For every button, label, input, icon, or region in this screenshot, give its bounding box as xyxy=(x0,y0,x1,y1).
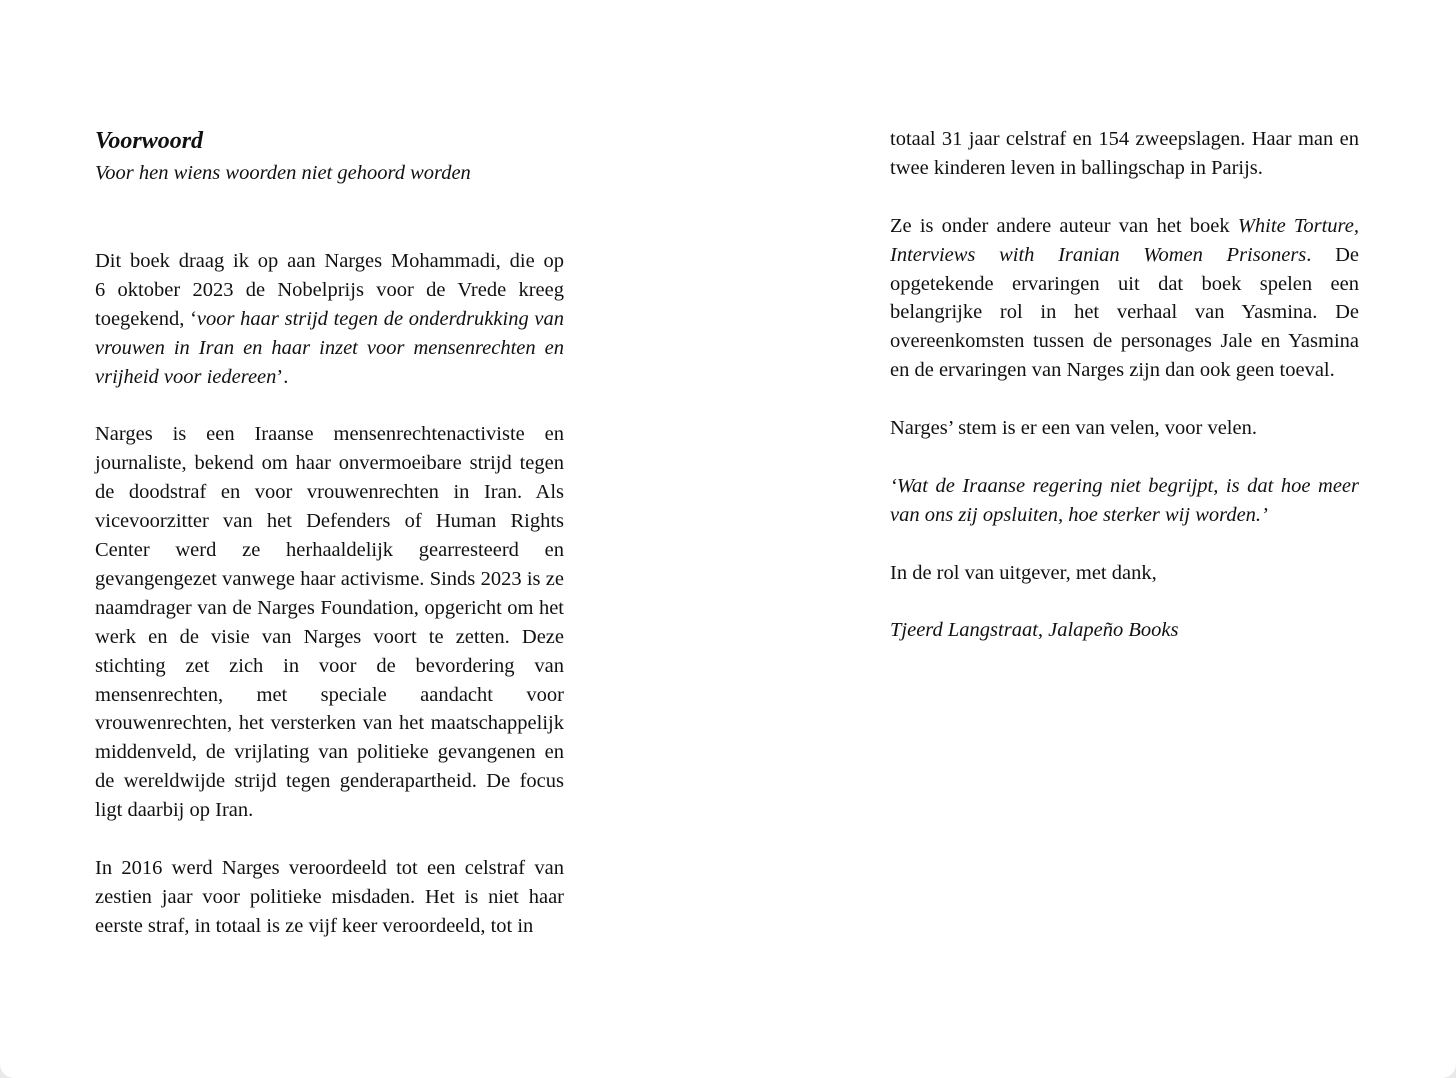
left-text-column xyxy=(95,247,564,970)
closing-line: In de rol van uitgever, met dank, xyxy=(890,561,1157,584)
dedication-text-start: Dit boek draag ik op aan Narges Mohammadi, die op xyxy=(95,250,564,272)
chapter-heading xyxy=(95,124,615,188)
author-paragraph xyxy=(890,212,1359,385)
chapter-title: Voorwoord xyxy=(95,128,204,154)
voice-paragraph: Narges’ stem is er een van velen, voor velen. xyxy=(890,417,1257,440)
book-title: White Torture, Interviews with Iranian Women Prisoners xyxy=(890,214,1360,266)
biography-paragraph: Narges is een Iraanse mensenrechtenactiviste en journaliste, bekend om haar onvermoeibare strijd tegen de doodstraf en voor vrouwenrechten in Iran. Als vicevoorzitter van het Defenders of Human Rights Center werd ze herhaaldelijk gearresteerd en gevangengezet vanwege haar activisme. Sinds 2023 is ze naamdrager van de Narges Foundation, opgericht om het werk en de visie van Narges voort te zetten. Deze stichting zet zich in voor de bevordering van mensenrechten, met speciale aandacht voor vrouwenrechten, het versterken van het maatschappelijk middenveld, de vrijlating van politieke gevangenen en de wereldwijde strijd tegen genderapartheid. De focus ligt daarbij op Iran. xyxy=(95,423,564,822)
nobel-citation-quote: voor haar strijd tegen de onderdrukking van vrouwen in Iran en haar inzet voor mensenrechten en vrijheid voor iedereen xyxy=(95,307,564,388)
continuation-paragraph: totaal 31 jaar celstraf en 154 zweepslagen. Haar man en twee kinderen leven in ballingschap in Parijs. xyxy=(890,128,1359,179)
author-text-end: . De opgetekende ervaringen uit dat boek spelen een belangrijke rol in het verhaal van Yasmina. De overeenkomsten tussen de personages Jale en Yasmina en de ervaringen van Narges zijn dan ook geen toeval. xyxy=(890,243,1359,382)
chapter-subtitle: Voor hen wiens woorden niet gehoord worden xyxy=(95,162,471,184)
right-text-column xyxy=(890,125,1359,674)
author-text-start: Ze is onder andere auteur van het boek xyxy=(890,214,1238,237)
dedication-text-end: ’. xyxy=(276,365,289,388)
dedication-paragraph xyxy=(95,247,564,392)
regime-quote: ‘Wat de Iraanse regering niet begrijpt, is dat hoe meer van ons zij opsluiten, hoe sterker wij worden.’ xyxy=(890,474,1359,526)
signature: Tjeerd Langstraat, Jalapeño Books xyxy=(890,619,1179,642)
sentence-paragraph: In 2016 werd Narges veroordeeld tot een celstraf van zestien jaar voor politieke misdaden. Het is niet haar eerste straf, in totaal is ze vijf keer veroordeeld, tot in xyxy=(95,857,564,937)
dedication-text-middle: de Nobelprijs voor de Vrede kreeg toegekend, ‘ xyxy=(95,278,564,330)
dedication-date: 6 oktober 2023 xyxy=(95,278,234,301)
right-page xyxy=(728,0,1456,1078)
